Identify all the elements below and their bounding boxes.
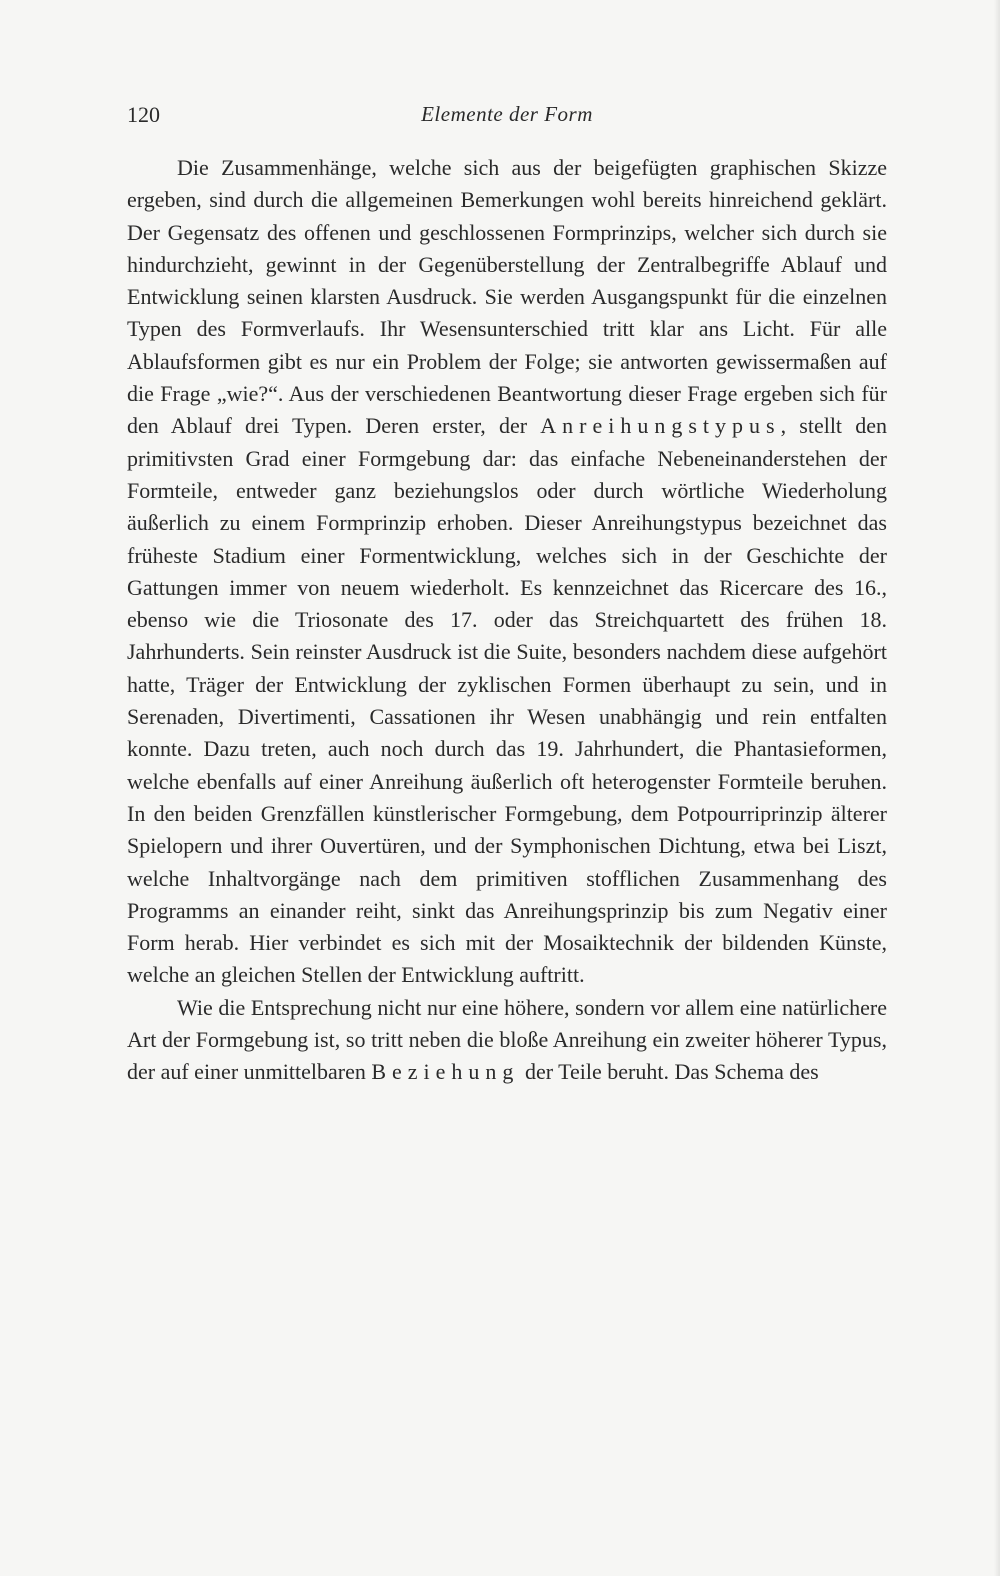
- paragraph-1-text-a: Die Zusammenhänge, welche sich aus der beigefügten graphischen Skizze ergeben, sind durch die allgemeinen Bemerkungen wohl bereits hinreichend geklärt. Der Gegensatz des offenen und geschlossenen Formprinzips, welcher sich durch sie hindurchzieht, gewinnt in der Gegenüberstellung der Zentralbegriffe Ablauf und Entwicklung seinen klarsten Ausdruck. Sie werden Ausgangspunkt für die einzelnen Typen des Formverlaufs. Ihr Wesensunterschied tritt klar ans Licht. Für alle Ablaufsformen gibt es nur ein Problem der Folge; sie antworten gewissermaßen auf die Frage „wie?“. Aus der verschiedenen Beantwortung dieser Frage ergeben sich für den Ablauf drei Typen. Deren erster, der: [127, 155, 887, 439]
- running-title: Elemente der Form: [421, 102, 593, 126]
- paragraph-2-text-b: der Teile beruht. Das Schema des: [519, 1059, 819, 1085]
- page-number: 120: [127, 102, 160, 127]
- emphasized-term-beziehung: Beziehung: [371, 1059, 520, 1085]
- paragraph-1-text-b: , stellt den primitivsten Grad einer Formgebung dar: das einfache Nebeneinanderstehen der Formteile, entweder ganz beziehungslos oder durch wörtliche Wiederholung äußerlich zu einem Formprinzip erhoben. Dieser Anreihungstypus bezeichnet das früheste Stadium einer Formentwicklung, welches sich in der Geschichte der Gattungen immer von neuem wiederholt. Es kennzeichnet das Ricercare des 16., ebenso wie die Triosonate des 17. oder das Streichquartett des frühen 18. Jahrhunderts. Sein reinster Ausdruck ist die Suite, besonders nachdem diese aufgehört hatte, Träger der Entwicklung der zyklischen Formen überhaupt zu sein, und in Serenaden, Divertimenti, Cassationen ihr Wesen unabhängig und rein entfalten konnte. Dazu treten, auch noch durch das 19. Jahrhundert, die Phantasieformen, welche ebenfalls auf einer Anreihung äußerlich oft heterogenster Formteile beruhen. In den beiden Grenzfällen künstlerischer Formgebung, dem Potpourriprinzip älterer Spielopern und ihrer Ouvertüren, und der Symphonischen Dichtung, etwa bei Liszt, welche Inhaltvorgänge nach dem primitiven stofflichen Zusammenhang des Programms an einander reiht, sinkt das Anreihungsprinzip bis zum Negativ einer Form herab. Hier verbindet es sich mit der Mosaiktechnik der bildenden Künste, welche an gleichen Stellen der Entwicklung auftritt.: [127, 413, 887, 988]
- emphasized-term-anreihungstypus: Anreihungstypus: [540, 413, 781, 439]
- paragraph-1: [127, 152, 887, 992]
- paragraph-2: [127, 992, 887, 1089]
- body-text: [127, 152, 887, 1089]
- page-edge: [994, 0, 1000, 1576]
- page-header: [127, 102, 887, 136]
- paragraph-2-text-a: Wie die Entsprechung nicht nur eine höhere, sondern vor allem eine natürlichere Art der Formgebung ist, so tritt neben die bloße Anreihung ein zweiter höherer Typus, der auf einer unmittelbaren: [127, 994, 887, 1085]
